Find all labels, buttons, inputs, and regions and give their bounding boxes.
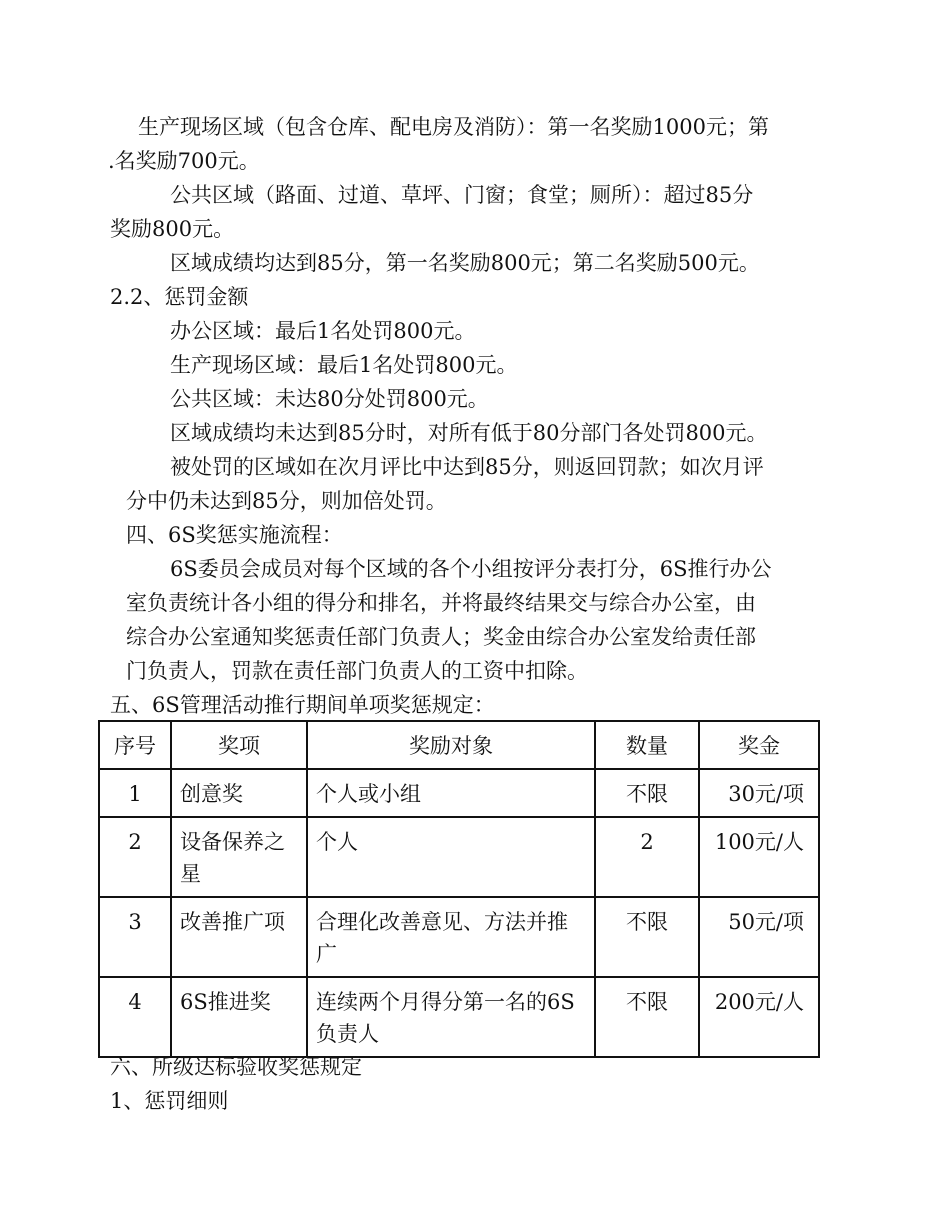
paragraph-line: 奖励800元。 (110, 217, 235, 241)
header-target: 奖励对象 (307, 721, 595, 769)
paragraph-line: 公共区域（路面、过道、草坪、门窗；食堂；厕所）：超过85分 (170, 183, 754, 207)
paragraph-line: 综合办公室通知奖惩责任部门负责人；奖金由综合办公室发给责任部 (126, 625, 756, 649)
cell-target: 合理化改善意见、方法并推广 (307, 897, 595, 977)
cell-qty: 不限 (595, 897, 699, 977)
cell-target: 连续两个月得分第一名的6S负责人 (307, 977, 595, 1057)
paragraph-line: .名奖励700元。 (108, 149, 260, 173)
paragraph-line: 区域成绩均未达到85分时，对所有低于80分部门各处罚800元。 (170, 421, 768, 445)
cell-bonus: 50元/项 (699, 897, 819, 977)
cell-no: 1 (99, 769, 171, 817)
paragraph-line: 办公区域：最后1名处罚800元。 (170, 319, 476, 343)
table-row (99, 817, 819, 897)
rewards-table (98, 720, 820, 1058)
paragraph-line: 被处罚的区域如在次月评比中达到85分，则返回罚款；如次月评 (170, 455, 764, 479)
header-item: 奖项 (171, 721, 307, 769)
paragraph-line: 生产现场区域（包含仓库、配电房及消防）：第一名奖励1000元；第 (138, 115, 769, 139)
cell-item: 改善推广项 (171, 897, 307, 977)
cell-bonus: 30元/项 (699, 769, 819, 817)
section-heading: 四、6S奖惩实施流程： (126, 523, 343, 547)
cell-bonus: 100元/人 (699, 817, 819, 897)
header-bonus: 奖金 (699, 721, 819, 769)
section-heading: 2.2、惩罚金额 (110, 285, 249, 309)
paragraph-line: 6S委员会成员对每个区域的各个小组按评分表打分，6S推行办公 (170, 557, 772, 581)
cell-no: 4 (99, 977, 171, 1057)
paragraph-line: 区域成绩均达到85分，第一名奖励800元；第二名奖励500元。 (170, 251, 760, 275)
paragraph-line: 室负责统计各小组的得分和排名，并将最终结果交与综合办公室，由 (126, 591, 756, 615)
cell-item: 创意奖 (171, 769, 307, 817)
table-row (99, 897, 819, 977)
cell-target: 个人 (307, 817, 595, 897)
section-heading: 六、所级达标验收奖惩规定 (110, 1055, 362, 1079)
cell-bonus: 200元/人 (699, 977, 819, 1057)
paragraph-line: 公共区域：未达80分处罚800元。 (170, 387, 489, 411)
table-row (99, 977, 819, 1057)
header-no: 序号 (99, 721, 171, 769)
cell-qty: 2 (595, 817, 699, 897)
cell-no: 3 (99, 897, 171, 977)
cell-item: 6S推进奖 (171, 977, 307, 1057)
table-header-row (99, 721, 819, 769)
header-qty: 数量 (595, 721, 699, 769)
paragraph-line: 分中仍未达到85分，则加倍处罚。 (126, 489, 447, 513)
section-heading: 1、惩罚细则 (110, 1089, 229, 1113)
paragraph-line: 门负责人，罚款在责任部门负责人的工资中扣除。 (126, 659, 588, 683)
table-row (99, 769, 819, 817)
cell-no: 2 (99, 817, 171, 897)
cell-item: 设备保养之星 (171, 817, 307, 897)
section-heading: 五、6S管理活动推行期间单项奖惩规定： (110, 693, 495, 717)
cell-target: 个人或小组 (307, 769, 595, 817)
cell-qty: 不限 (595, 977, 699, 1057)
cell-qty: 不限 (595, 769, 699, 817)
paragraph-line: 生产现场区域：最后1名处罚800元。 (170, 353, 518, 377)
